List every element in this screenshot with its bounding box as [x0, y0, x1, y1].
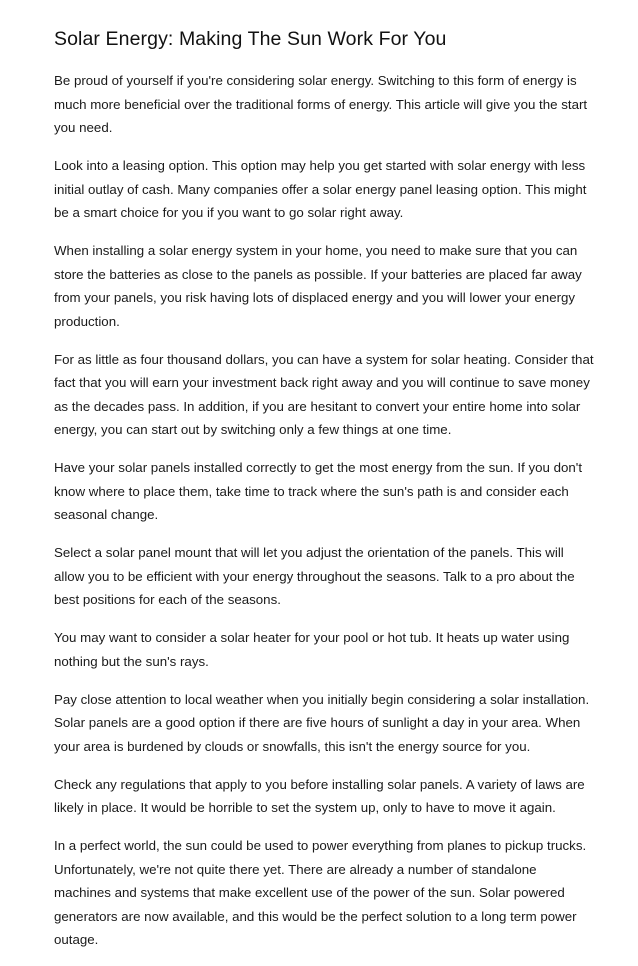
- document-page: [54, 26, 594, 966]
- paragraph: Check any regulations that apply to you before installing solar panels. A variety of laws are likely in place. It would be horrible to set the system up, only to have to move it again.: [54, 776, 585, 815]
- paragraph: For as little as four thousand dollars, you can have a system for solar heating. Consider that fact that you will earn your investment back right away and you will continue to save money as the decades pass. In addition, if you are hesitant to convert your entire home into solar energy, you can start out by switching only a few things at one time.: [54, 351, 594, 437]
- paragraph: In a perfect world, the sun could be used to power everything from planes to pickup trucks. Unfortunately, we're not quite there yet. There are already a number of standalone machines and systems that make excellent use of the power of the sun. Solar powered generators are now available, and this would be the perfect solution to a long term power outage.: [54, 838, 587, 947]
- paragraph: Select a solar panel mount that will let you adjust the orientation of the panels. This will allow you to be efficient with your energy throughout the seasons. Talk to a pro about the best positions for each of the seasons.: [54, 545, 575, 607]
- paragraph: Pay close attention to local weather when you initially begin considering a solar installation. Solar panels are a good option if there are five hours of sunlight a day in your area. When your area is burdened by clouds or snowfalls, this isn't the energy source for you.: [54, 691, 590, 754]
- paragraph: You may want to consider a solar heater for your pool or hot tub. It heats up water using nothing but the sun's rays.: [54, 630, 570, 669]
- paragraph: Look into a leasing option. This option may help you get started with solar energy with less initial outlay of cash. Many companies offer a solar energy panel leasing option. This might be a smart choice for you if you want to go solar right away.: [54, 158, 587, 220]
- document-title: Solar Energy: Making The Sun Work For You: [54, 28, 447, 50]
- paragraph: Have your solar panels installed correctly to get the most energy from the sun. If you don't know where to place them, take time to track where the sun's path is and consider each seasonal change.: [54, 460, 583, 522]
- paragraph: When installing a solar energy system in your home, you need to make sure that you can store the batteries as close to the panels as possible. If your batteries are placed far away from your panels, you risk having lots of displaced energy and you will lower your energy production.: [54, 243, 582, 329]
- paragraph: Be proud of yourself if you're considering solar energy. Switching to this form of energy is much more beneficial over the traditional forms of energy. This article will give you the start you need.: [54, 73, 588, 135]
